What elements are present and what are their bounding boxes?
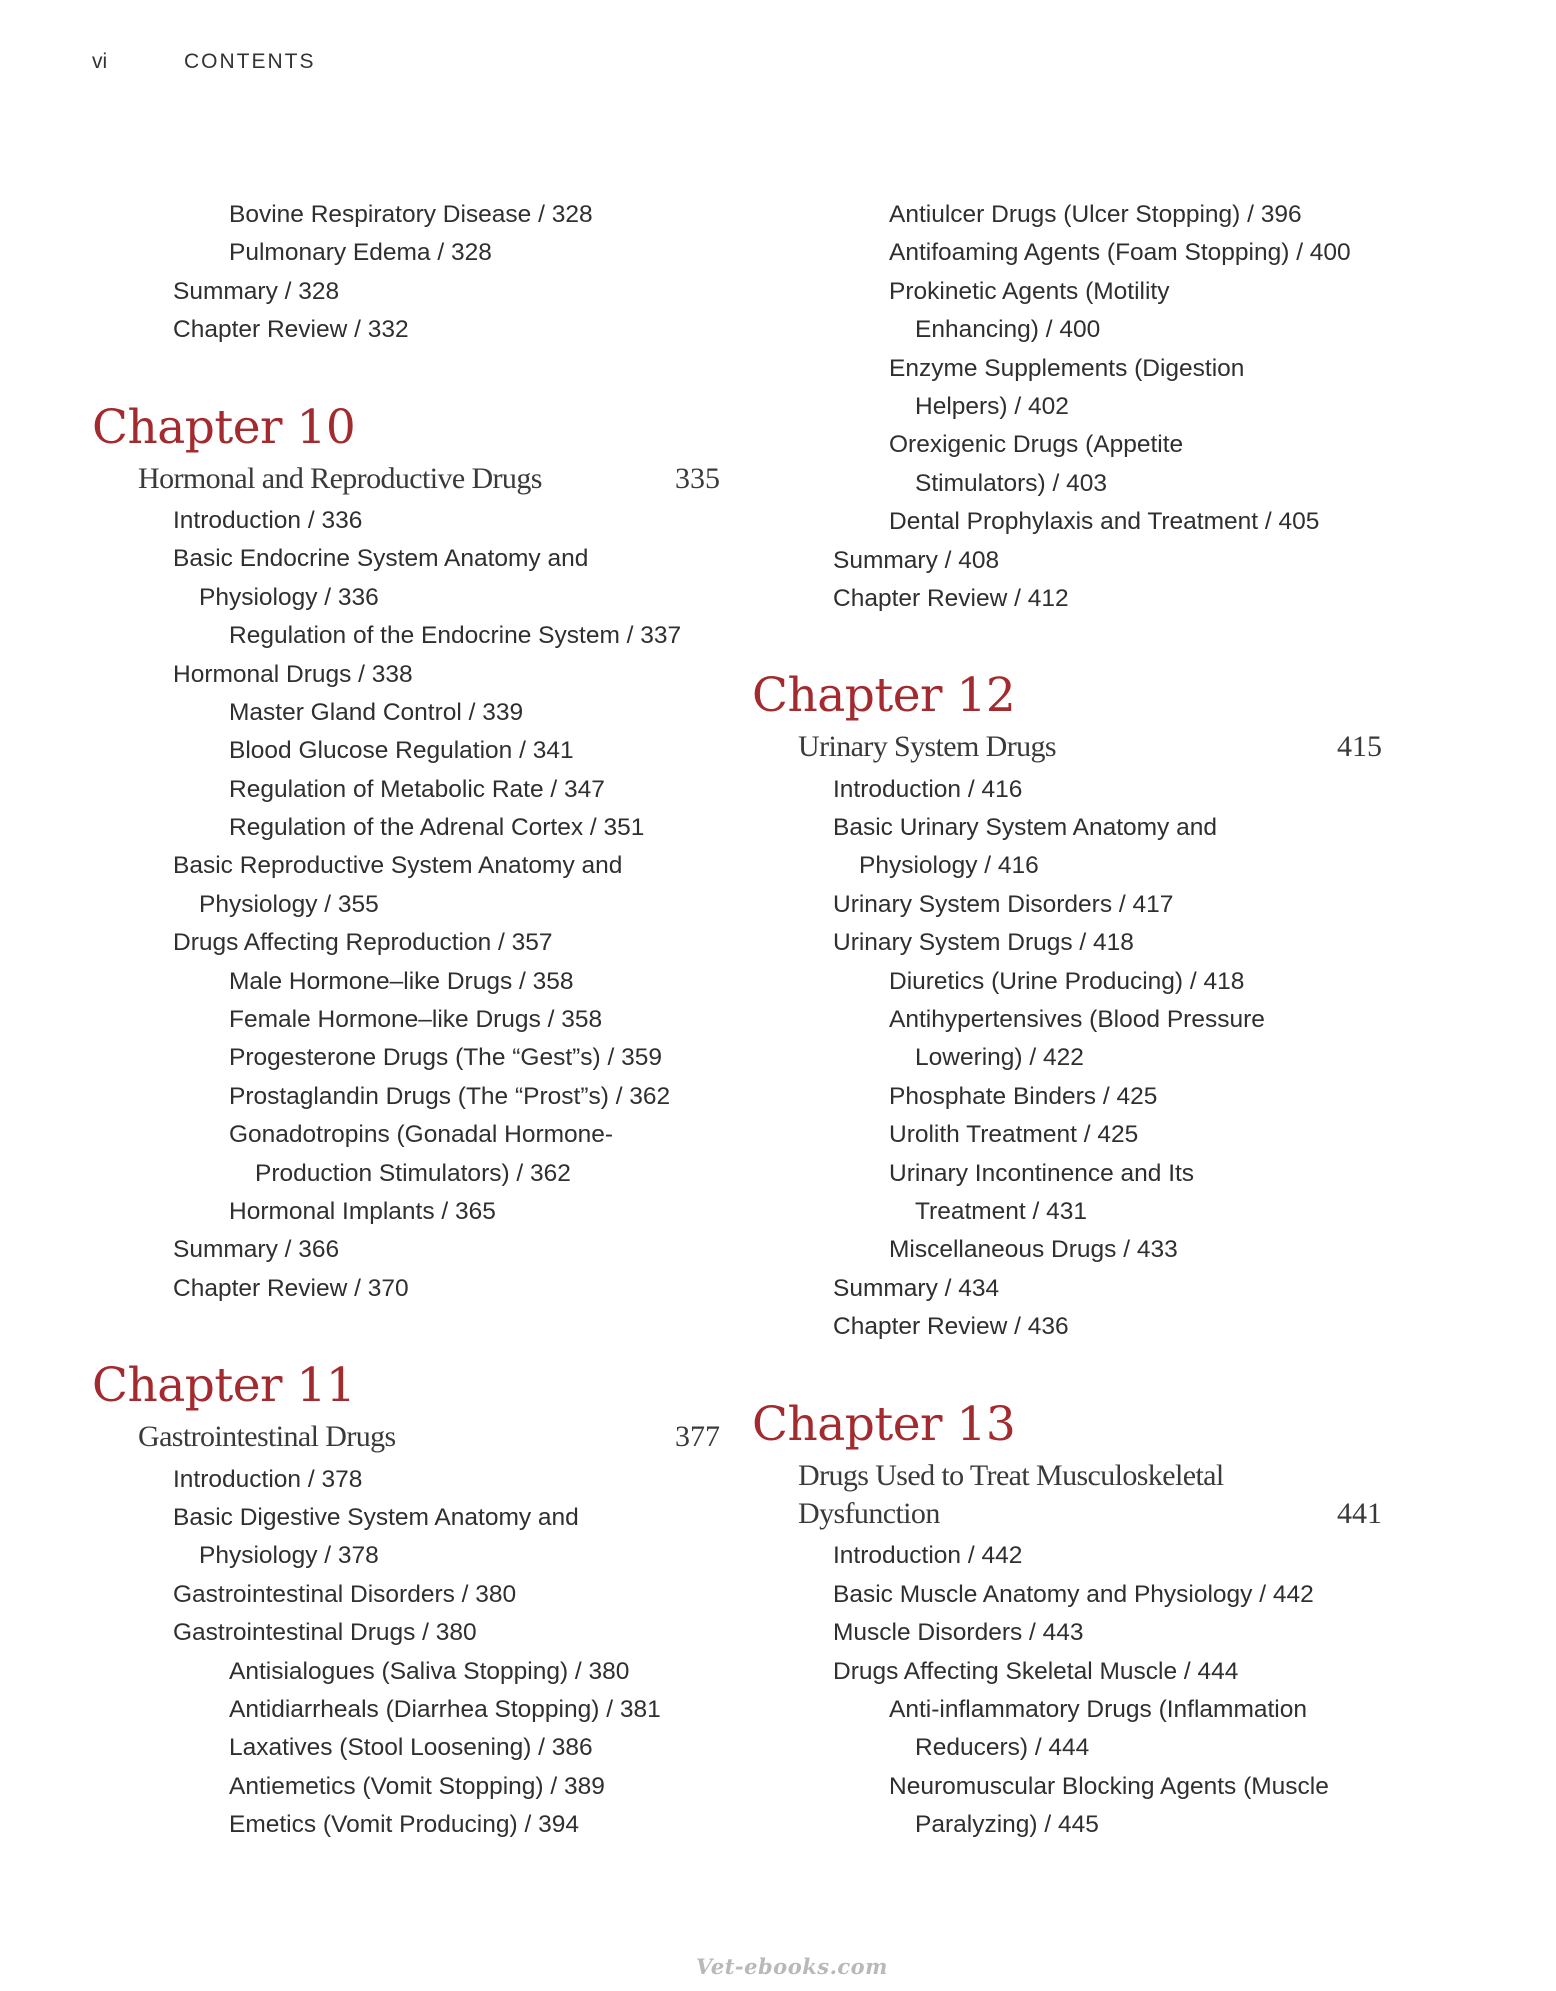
toc-entry: Physiology / 416 [859,852,1039,880]
toc-entry: Bovine Respiratory Disease / 328 [229,201,593,228]
chapter-heading: Chapter 11 [92,1358,356,1414]
watermark-logo: Vet-ebooks.com [696,1954,888,1979]
toc-entry: Chapter Review / 332 [173,316,409,344]
toc-entry: Hormonal Drugs / 338 [173,660,413,688]
toc-entry: Regulation of Metabolic Rate / 347 [229,775,605,803]
toc-entry: Orexigenic Drugs (Appetite [889,431,1184,459]
toc-entry: Summary / 434 [833,1274,1000,1302]
toc-entry: Physiology / 378 [199,1542,379,1570]
chapter-title: Gastrointestinal Drugs [138,1420,396,1454]
toc-entry: Phosphate Binders / 425 [889,1082,1158,1110]
toc-entry: Introduction / 416 [833,775,1023,803]
toc-entry: Summary / 408 [833,546,1000,574]
toc-entry: Physiology / 336 [199,583,379,611]
toc-entry: Master Gland Control / 339 [229,698,524,726]
toc-entry: Drugs Affecting Reproduction / 357 [173,929,553,957]
toc-entry: Progesterone Drugs (The “Gest”s) / 359 [229,1044,663,1072]
toc-entry: Summary / 366 [173,1236,340,1264]
toc-entry: Regulation of the Endocrine System / 337 [229,622,682,650]
chapter-title: Drugs Used to Treat Musculoskeletal Dysfunction [798,1458,1224,1530]
toc-entry: Physiology / 355 [199,890,379,918]
toc-entry: Neuromuscular Blocking Agents (Muscle [889,1772,1329,1800]
toc-entry: Basic Urinary System Anatomy and [833,814,1217,842]
toc-entry: Introduction / 378 [173,1465,363,1493]
toc-entry: Lowering) / 422 [915,1044,1084,1072]
toc-entry: Muscle Disorders / 443 [833,1619,1084,1647]
toc-entry: Drugs Affecting Skeletal Muscle / 444 [833,1657,1239,1685]
toc-entry: Antiemetics (Vomit Stopping) / 389 [229,1772,605,1800]
toc-entry: Basic Digestive System Anatomy and [173,1503,579,1531]
toc-entry: Prokinetic Agents (Motility [889,277,1170,305]
toc-entry: Antihypertensives (Blood Pressure [889,1006,1265,1034]
toc-entry: Chapter Review / 370 [173,1274,409,1302]
toc-entry: Urinary System Disorders / 417 [833,890,1174,918]
toc-entry: Antiulcer Drugs (Ulcer Stopping) / 396 [889,201,1302,228]
toc-right-column [752,196,1384,1845]
toc-entry: Reducers) / 444 [915,1734,1090,1762]
toc-entry: Prostaglandin Drugs (The “Prost”s) / 362 [229,1082,671,1110]
page-number: vi [92,50,108,73]
toc-entry: Blood Glucose Regulation / 341 [229,737,574,765]
toc-entry: Antidiarrheals (Diarrhea Stopping) / 381 [229,1695,661,1723]
toc-entry: Introduction / 442 [833,1542,1023,1570]
running-head [92,50,316,74]
toc-entry: Pulmonary Edema / 328 [229,239,492,267]
toc-entry: Male Hormone–like Drugs / 358 [229,967,574,995]
toc-entry: Stimulators) / 403 [915,469,1107,497]
toc-entry: Basic Reproductive System Anatomy and [173,852,623,880]
toc-entry: Emetics (Vomit Producing) / 394 [229,1811,579,1839]
toc-entry: Diuretics (Urine Producing) / 418 [889,967,1245,995]
toc-entry: Urolith Treatment / 425 [889,1121,1139,1149]
toc-entry: Production Stimulators) / 362 [255,1159,571,1187]
toc-entry: Basic Muscle Anatomy and Physiology / 442 [833,1580,1314,1608]
toc-entry: Gastrointestinal Disorders / 380 [173,1580,517,1608]
chapter-title: Hormonal and Reproductive Drugs [138,461,542,495]
chapter-page-number: 377 [675,1420,720,1454]
chapter-title-row [92,1418,722,1456]
chapter-page-number: 415 [1337,730,1382,764]
chapter-heading: Chapter 10 [92,399,356,455]
toc-entry: Gonadotropins (Gonadal Hormone- [229,1121,614,1149]
toc-entry: Summary / 328 [173,277,340,305]
toc-entry: Miscellaneous Drugs / 433 [889,1236,1178,1264]
toc-entry: Basic Endocrine System Anatomy and [173,545,589,573]
toc-entry: Urinary Incontinence and Its [889,1159,1195,1187]
toc-entry: Antifoaming Agents (Foam Stopping) / 400 [889,239,1351,267]
toc-entry: Introduction / 336 [173,506,363,534]
toc-entry: Female Hormone–like Drugs / 358 [229,1006,603,1034]
toc-entry: Hormonal Implants / 365 [229,1198,496,1225]
toc-entry: Chapter Review / 436 [833,1313,1069,1341]
toc-entry: Anti-inflammatory Drugs (Inflammation [889,1695,1307,1723]
toc-entry: Treatment / 431 [915,1198,1088,1225]
toc-entry: Regulation of the Adrenal Cortex / 351 [229,814,645,842]
toc-entry: Enzyme Supplements (Digestion [889,354,1245,382]
chapter-page-number: 441 [1337,1496,1382,1530]
chapter-title-row [92,460,722,498]
chapter-page-number: 335 [675,461,720,495]
toc-entry: Chapter Review / 412 [833,584,1069,612]
chapter-title: Urinary System Drugs [798,730,1056,764]
toc-entry: Antisialogues (Saliva Stopping) / 380 [229,1657,630,1685]
chapter-title-row [752,728,1384,766]
toc-entry: Gastrointestinal Drugs / 380 [173,1619,477,1647]
toc-entry: Paralyzing) / 445 [915,1811,1099,1839]
chapter-heading: Chapter 12 [752,668,1016,724]
chapter-title-row [752,1457,1384,1534]
toc-entry: Dental Prophylaxis and Treatment / 405 [889,508,1320,536]
toc-left-column [92,196,722,1844]
toc-entry: Laxatives (Stool Loosening) / 386 [229,1734,593,1762]
running-head-title: CONTENTS [184,50,316,73]
toc-entry: Enhancing) / 400 [915,316,1101,344]
toc-entry: Urinary System Drugs / 418 [833,929,1134,957]
chapter-heading: Chapter 13 [752,1396,1016,1452]
toc-entry: Helpers) / 402 [915,392,1069,420]
